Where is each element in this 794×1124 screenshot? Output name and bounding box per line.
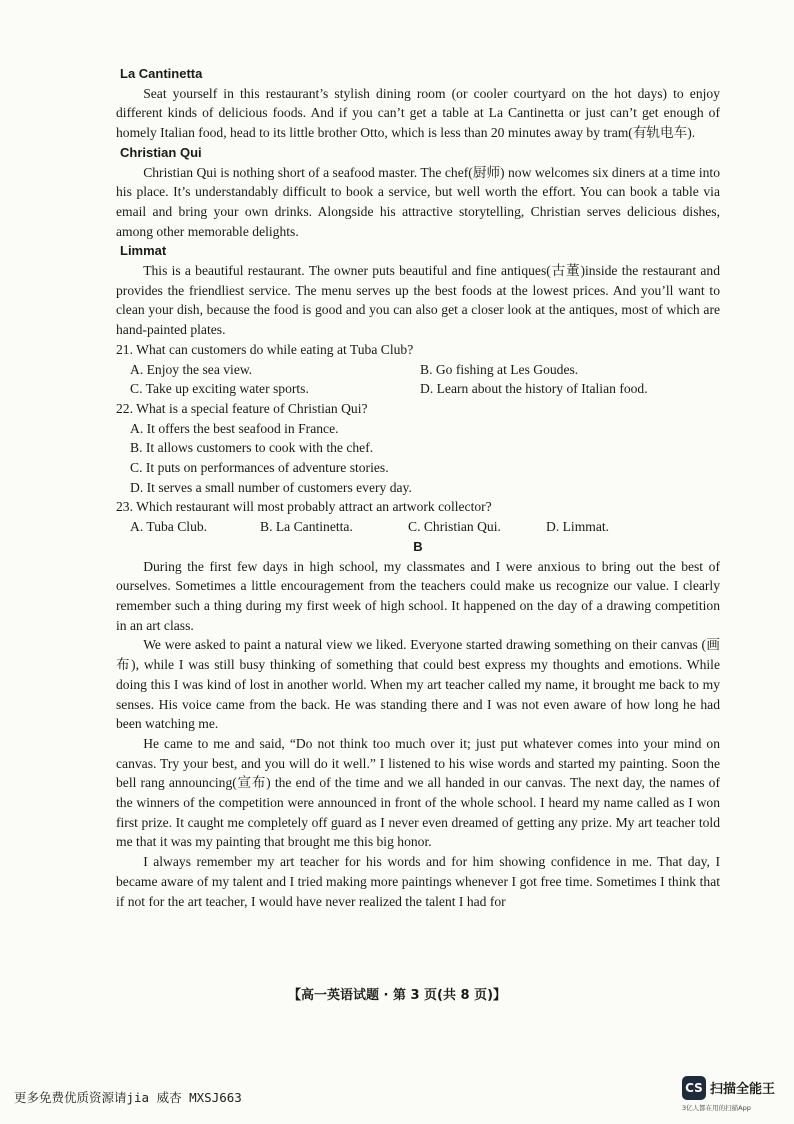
passage-b-label: B <box>413 538 423 554</box>
question-23 <box>116 497 720 536</box>
page-content <box>116 64 720 911</box>
question-stem: 21. What can customers do while eating at Tuba Club? <box>116 341 414 357</box>
question-22 <box>116 399 720 498</box>
section-title: Christian Qui <box>120 144 202 160</box>
option-a: A. Tuba Club. <box>130 519 208 535</box>
option-d: D. It serves a small number of customers every day. <box>130 479 412 495</box>
brand-name: 扫描全能王 <box>710 1082 776 1097</box>
option-d: D. Learn about the history of Italian food. <box>420 381 648 397</box>
passage-b <box>116 557 720 912</box>
section-text: Seat yourself in this restaurant’s stylish dining room (or cooler courtyard on the hot days) to enjoy different kinds of delicious foods. And if you can’t get a table at La Cantinetta or just can’t get enough of homely Italian food, head to its little brother Otto, which is less than 20 minutes away by tram(有轨电车). <box>116 85 720 141</box>
option-d: D. Limmat. <box>546 519 610 535</box>
option-a: A. Enjoy the sea view. <box>130 361 253 377</box>
watermark-text: 更多免费优质资源请jia 威杏 MXSJ663 <box>14 1090 242 1105</box>
option-b: B. It allows customers to cook with the chef. <box>130 440 374 456</box>
section-text: This is a beautiful restaurant. The owner puts beautiful and fine antiques(古董)inside the restaurant and provides the friendliest service. The menu serves up the best foods at the lowest prices. And you’ll want to clean your dish, because the food is good and you can also get a closer look at the antiques, most of which are hand-painted plates. <box>116 263 720 338</box>
section-la-cantinetta <box>116 64 720 143</box>
section-title: La Cantinetta <box>120 66 203 81</box>
option-c: C. Christian Qui. <box>408 519 501 535</box>
question-stem: 22. What is a special feature of Christian Qui? <box>116 400 368 416</box>
section-title: Limmat <box>120 243 167 259</box>
question-options <box>130 419 720 498</box>
question-options <box>130 360 720 399</box>
section-limmat <box>116 241 720 340</box>
brand-slogan: 3亿人都在用的扫描App <box>682 1104 751 1112</box>
section-christian-qui <box>116 143 720 242</box>
question-options <box>130 517 720 537</box>
option-b: B. Go fishing at Les Goudes. <box>420 361 579 377</box>
camscanner-logo-icon: CS <box>682 1076 706 1100</box>
option-c: C. It puts on performances of adventure stories. <box>130 460 389 476</box>
question-stem: 23. Which restaurant will most probably attract an artwork collector? <box>116 499 492 515</box>
option-a: A. It offers the best seafood in France. <box>130 420 339 436</box>
passage-paragraph: I always remember my art teacher for his words and for him showing confidence in me. That day, I became aware of my talent and I tried making more paintings whenever I got free time. Sometimes I think that if not for the art teacher, I would have never realized the talent I had for <box>116 854 720 909</box>
option-b: B. La Cantinetta. <box>260 519 353 535</box>
scanner-brand <box>682 1076 788 1114</box>
passage-paragraph: We were asked to paint a natural view we liked. Everyone started drawing something on their canvas (画布), while I was still busy thinking of something that could best express my thoughts and emotions. While doing this I was kind of lost in another world. When my art teacher called my name, it brought me back to my senses. His voice came from the back. He was standing there and I was not even aware of how long he had been watching me. <box>116 637 720 732</box>
passage-paragraph: He came to me and said, “Do not think too much over it; just put whatever comes into your mind on canvas. Try your best, and you will do it well.” I listened to his wise words and started my painting. Soon the bell rang announcing(宣布) the end of the time and we all handed in our canvas. The next day, the names of the winners of the competition were announced in front of the whole school. I heard my name called as I won first prize. It caught me completely off guard as I never even dreamed of getting any prize. My art teacher told me that it was my painting that brought me this big honor. <box>116 735 720 850</box>
question-21 <box>116 340 720 399</box>
option-c: C. Take up exciting water sports. <box>130 381 309 397</box>
page-footer-title: 【高一英语试题 · 第 3 页(共 8 页)】 <box>287 988 507 1003</box>
section-text: Christian Qui is nothing short of a seafood master. The chef(厨师) now welcomes six diners at a time into his place. It’s understandably difficult to book a service, but well worth the effort. You can book a table via email and bring your own drinks. Alongside his attractive storytelling, Christian serves delicious dishes, among other memorable delights. <box>116 164 720 239</box>
passage-paragraph: During the first few days in high school, my classmates and I were anxious to bring out the best of ourselves. Sometimes a little encouragement from the teachers could make us recognize our value. I clearly remember such a thing during my first week of high school. It happened on the day of a drawing competition in an art class. <box>116 558 720 633</box>
